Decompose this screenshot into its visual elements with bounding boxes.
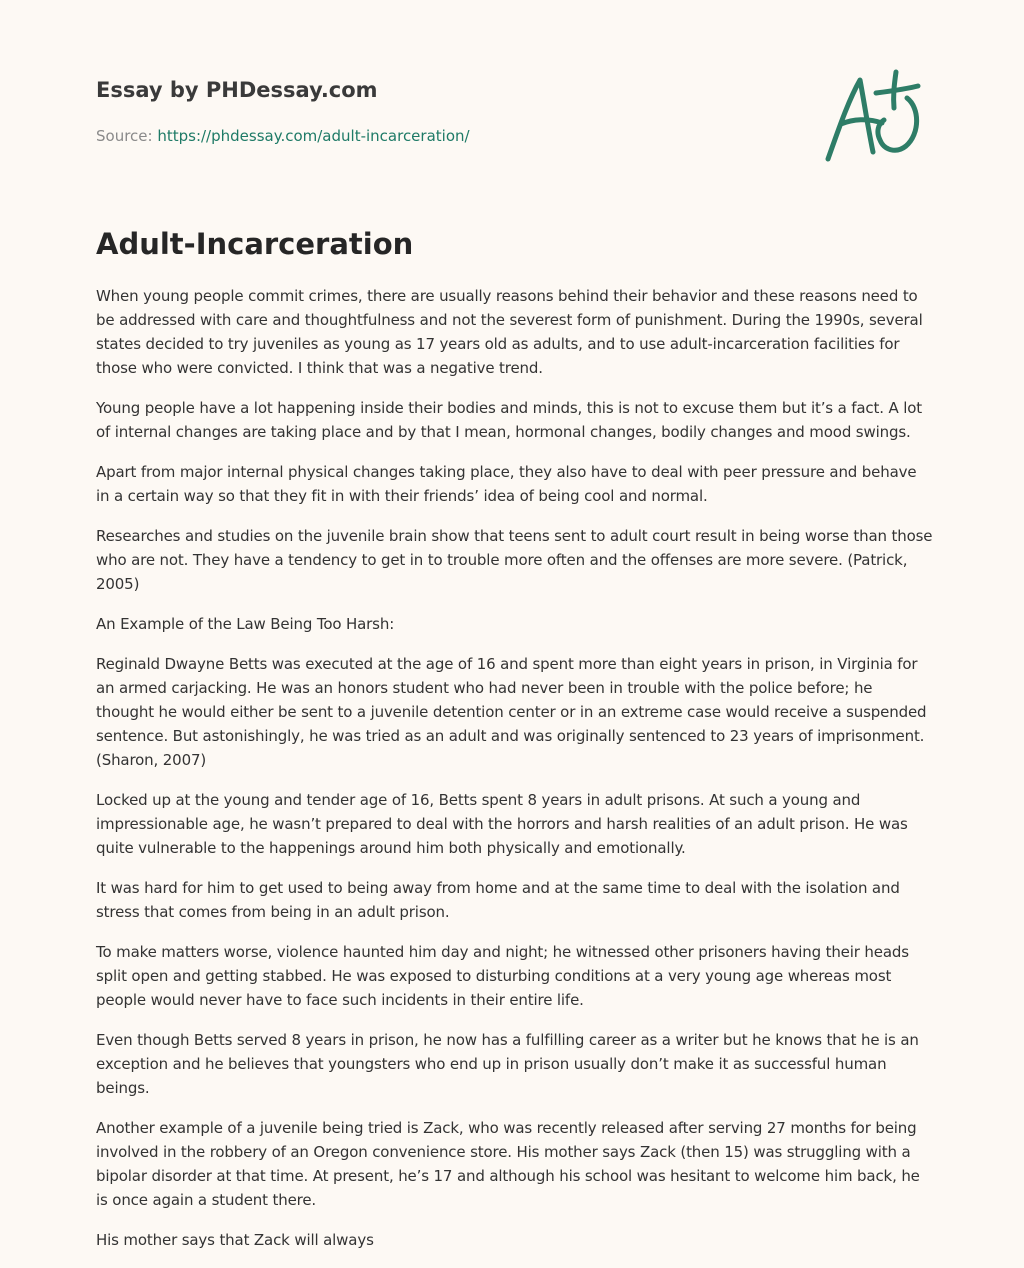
site-brand: Essay by PHDessay.com [96,78,378,102]
source-label: Source: [96,127,158,145]
paragraph: Even though Betts served 8 years in prison, he now has a fulfilling career as a writer but he knows that he is an exception and he believes that youngsters who end up in prison usually don’t make it as successful human beings. [96,1031,919,1097]
paragraph: Young people have a lot happening inside their bodies and minds, this is not to excuse them but it’s a fact. A lot of internal changes are taking place and by that I mean, hormonal changes, bodily changes and mood swings. [96,399,922,441]
essay-title: Adult-Incarceration [96,227,414,261]
page-header [96,76,470,146]
source-link[interactable]: https://phdessay.com/adult-incarceration/ [157,127,470,145]
paragraph: When young people commit crimes, there are usually reasons behind their behavior and these reasons need to be addressed with care and thoughtfulness and not the severest form of punishment. During the 1990s, several states decided to try juveniles as young as 17 years old as adults, and to use adult-incarceration facilities for those who were convicted. I think that was a negative trend. [96,287,923,377]
paragraph: Another example of a juvenile being tried is Zack, who was recently released after serving 27 months for being involved in the robbery of an Oregon convenience store. His mother says Zack (then 15) was struggling with a bipolar disorder at that time. At present, he’s 17 and although his school was hesitant to welcome him back, he is once again a student there. [96,1119,920,1209]
paragraph: To make matters worse, violence haunted him day and night; he witnessed other prisoners having their heads split open and getting stabbed. He was exposed to disturbing conditions at a very young age whereas most people would never have to face such incidents in their entire life. [96,943,909,1009]
paragraph: Researches and studies on the juvenile brain show that teens sent to adult court result in being worse than those who are not. They have a tendency to get in to trouble more often and the offenses are more severe. (Patrick, 2005) [96,527,933,593]
a-plus-logo-icon [818,66,930,166]
paragraph: Locked up at the young and tender age of 16, Betts spent 8 years in adult prisons. At such a young and impressionable age, he wasn’t prepared to deal with the horrors and harsh realities of an adult prison. He was quite vulnerable to the happenings around him both physically and emotionally. [96,791,908,857]
paragraph: Apart from major internal physical changes taking place, they also have to deal with peer pressure and behave in a certain way so that they fit in with their friends’ idea of being cool and normal. [96,463,917,505]
paragraph: His mother says that Zack will always [96,1231,374,1249]
paragraph: Reginald Dwayne Betts was executed at the age of 16 and spent more than eight years in prison, in Virginia for an armed carjacking. He was an honors student who had never been in trouble with the police before; he thought he would either be sent to a juvenile detention center or in an extreme case would receive a suspended sentence. But astonishingly, he was tried as an adult and was originally sentenced to 23 years of imprisonment. (Sharon, 2007) [96,655,927,769]
essay-body [96,284,934,1268]
paragraph: It was hard for him to get used to being away from home and at the same time to deal with the isolation and stress that comes from being in an adult prison. [96,879,900,921]
section-heading: An Example of the Law Being Too Harsh: [96,615,395,633]
source-line [96,126,470,146]
